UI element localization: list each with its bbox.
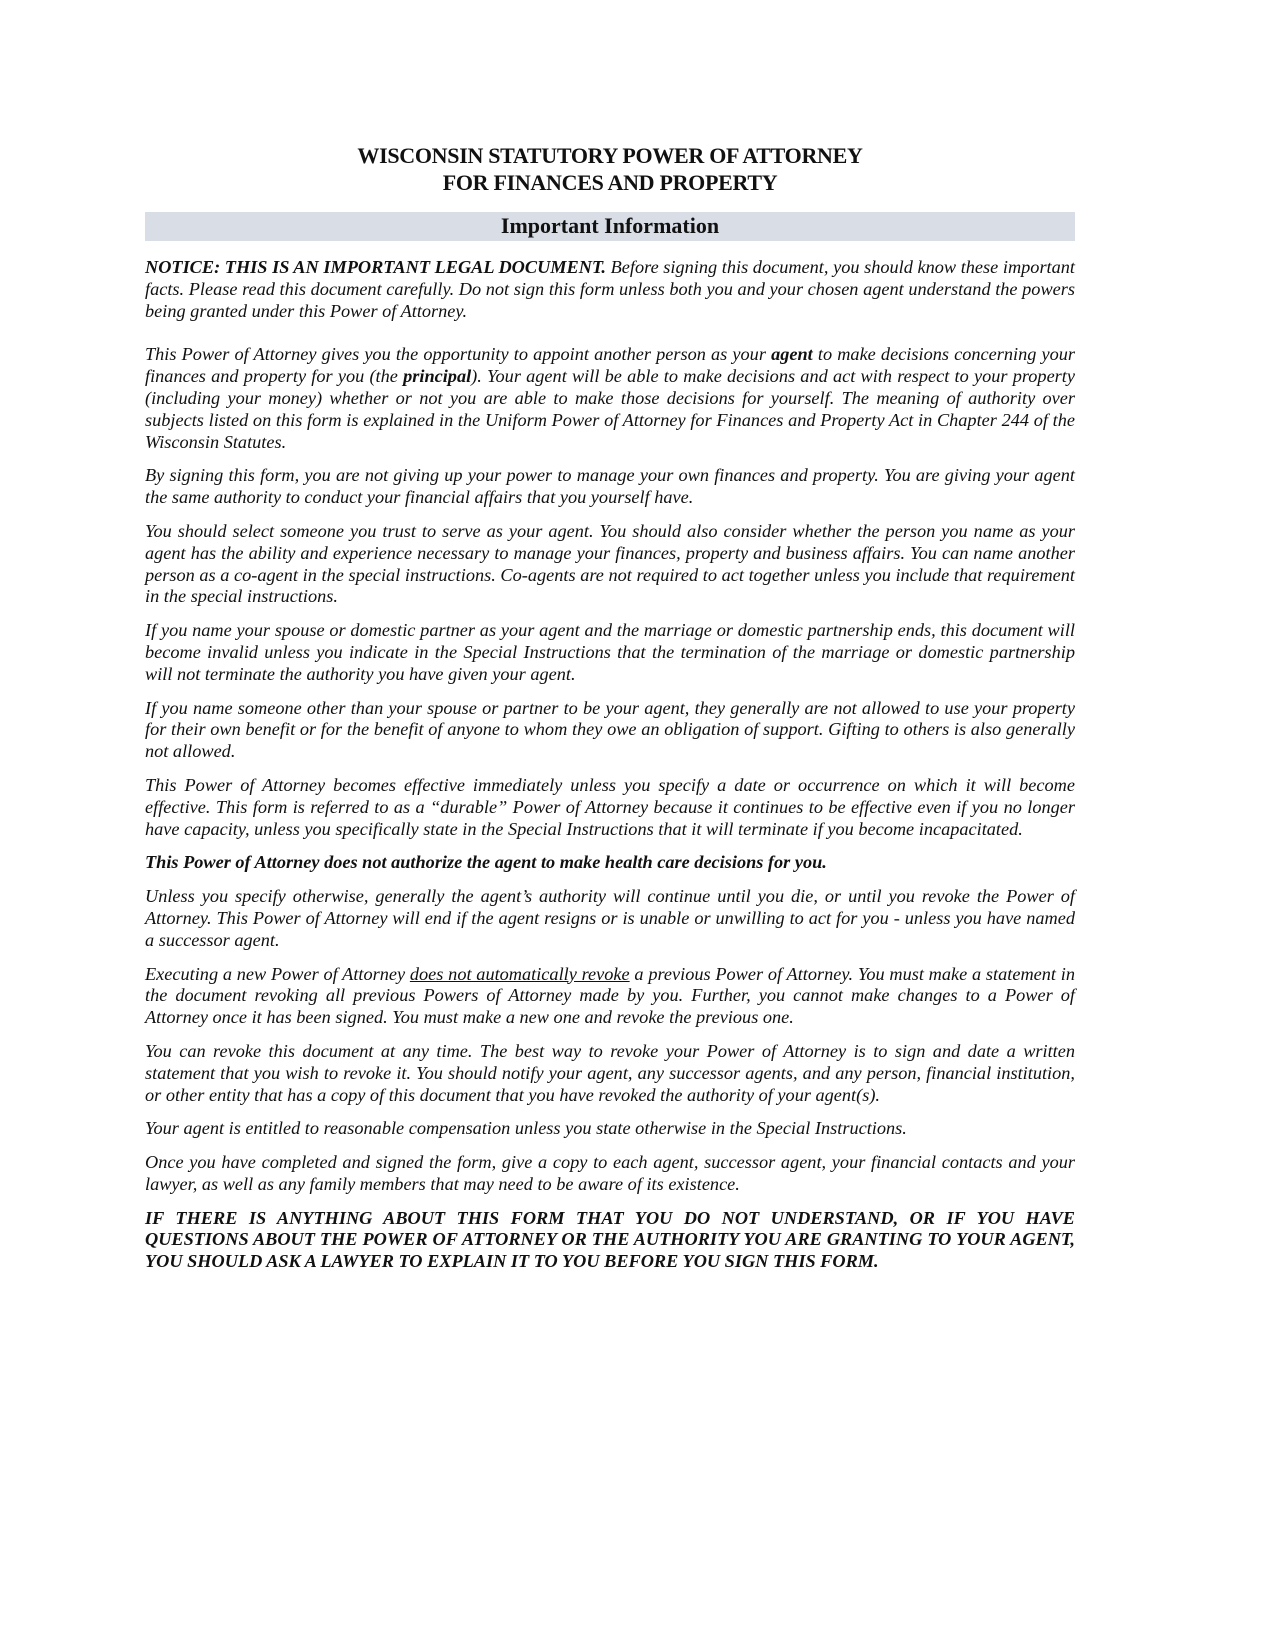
- text: Executing a new Power of Attorney: [145, 963, 410, 984]
- document-title: [145, 142, 1075, 196]
- paragraph: By signing this form, you are not giving up your power to manage your own finances and property. You are giving your agent the same authority to conduct your financial affairs that you yourself have.: [145, 465, 1075, 508]
- section-heading: Important Information: [145, 212, 1075, 241]
- paragraph: If you name your spouse or domestic partner as your agent and the marriage or domestic partnership ends, this document will become invalid unless you indicate in the Special Instructions that the termination of the marriage or domestic partnership will not terminate the authority you have given your agent.: [145, 620, 1075, 684]
- text: This Power of Attorney gives you the opportunity to appoint another person as your: [145, 344, 772, 365]
- document-body: [145, 257, 1075, 1273]
- paragraph: You can revoke this document at any time. The best way to revoke your Power of Attorney is to sign and date a written statement that you wish to revoke it. You should notify your agent, any successor agents, and any person, financial institution, or other entity that has a copy of this document that you have revoked the authority of your agent(s).: [145, 1040, 1075, 1105]
- text: a previous Power of Attorney. You must make a statement in the document revoking all previous Powers of Attorney made by you. Further, you cannot make changes to a Power of Attorney once it has been signed. You must make a new one and revoke the previous one.: [145, 963, 1075, 1028]
- paragraph: You should select someone you trust to serve as your agent. You should also consider whether the person you name as your agent has the ability and experience necessary to manage your finances, property and business affairs. You can name another person as a co-agent in the special instructions. Co-agents are not required to act together unless you include that requirement in the special instructions.: [145, 520, 1075, 607]
- lawyer-warning: [145, 1208, 1075, 1273]
- paragraph: [145, 344, 1075, 453]
- text: to make decisions concerning your finances and property for you (the: [145, 344, 1075, 387]
- paragraph: This Power of Attorney becomes effective immediately unless you specify a date or occurrence on which it will become effective. This form is referred to as a “durable” Power of Attorney because it continues to be effective even if you no longer have capacity, unless you specifically state in the Special Instructions that it will terminate if you become incapacitated.: [145, 774, 1075, 839]
- term-agent: agent: [771, 344, 813, 365]
- term-principal: principal: [403, 366, 472, 387]
- bold-text: IF THERE IS ANYTHING ABOUT THIS FORM THAT YOU DO NOT UNDERSTAND, OR IF YOU HAVE QUESTIONS ABOUT THE POWER OF ATTORNEY OR THE AUTHORITY YOU ARE GRANTING TO YOUR AGENT, YOU SHOULD ASK A LAWYER TO EXPLAIN IT TO YOU BEFORE YOU SIGN THIS FORM.: [145, 1207, 1075, 1272]
- title-line-1: WISCONSIN STATUTORY POWER OF ATTORNEY: [357, 143, 863, 168]
- paragraph: [145, 964, 1075, 1029]
- paragraph: Unless you specify otherwise, generally the agent’s authority will continue until you die, or until you revoke the Power of Attorney. This Power of Attorney will end if the agent resigns or is unable or unwilling to act for you - unless you have named a successor agent.: [145, 886, 1075, 950]
- health-care-notice: [145, 852, 1075, 874]
- document-page: [145, 142, 1075, 1285]
- notice-paragraph: [145, 257, 1075, 322]
- title-line-2: FOR FINANCES AND PROPERTY: [442, 170, 778, 195]
- text: ). Your agent will be able to make decisions and act with respect to your property (including your money) whether or not you are able to make those decisions for yourself. The meaning of authority over subjects listed on this form is explained in the Uniform Power of Attorney for Finances and Property Act in Chapter 244 of the Wisconsin Statutes.: [145, 366, 1075, 452]
- paragraph: If you name someone other than your spouse or partner to be your agent, they generally are not allowed to use your property for their own benefit or for the benefit of anyone to whom they owe an obligation of support. Gifting to others is also generally not allowed.: [145, 697, 1075, 762]
- notice-label: NOTICE: THIS IS AN IMPORTANT LEGAL DOCUMENT.: [145, 257, 606, 277]
- paragraph: Once you have completed and signed the form, give a copy to each agent, successor agent, your financial contacts and your lawyer, as well as any family members that may need to be aware of its existence.: [145, 1152, 1075, 1194]
- bold-text: This Power of Attorney does not authorize the agent to make health care decisions for you.: [145, 852, 827, 873]
- underlined-text: does not automatically revoke: [409, 963, 630, 984]
- paragraph: Your agent is entitled to reasonable compensation unless you state otherwise in the Special Instructions.: [145, 1118, 907, 1139]
- notice-text: Before signing this document, you should know these important facts. Please read this document carefully. Do not sign this form unless both you and your chosen agent understand the powers being granted under this Power of Attorney.: [145, 257, 1075, 321]
